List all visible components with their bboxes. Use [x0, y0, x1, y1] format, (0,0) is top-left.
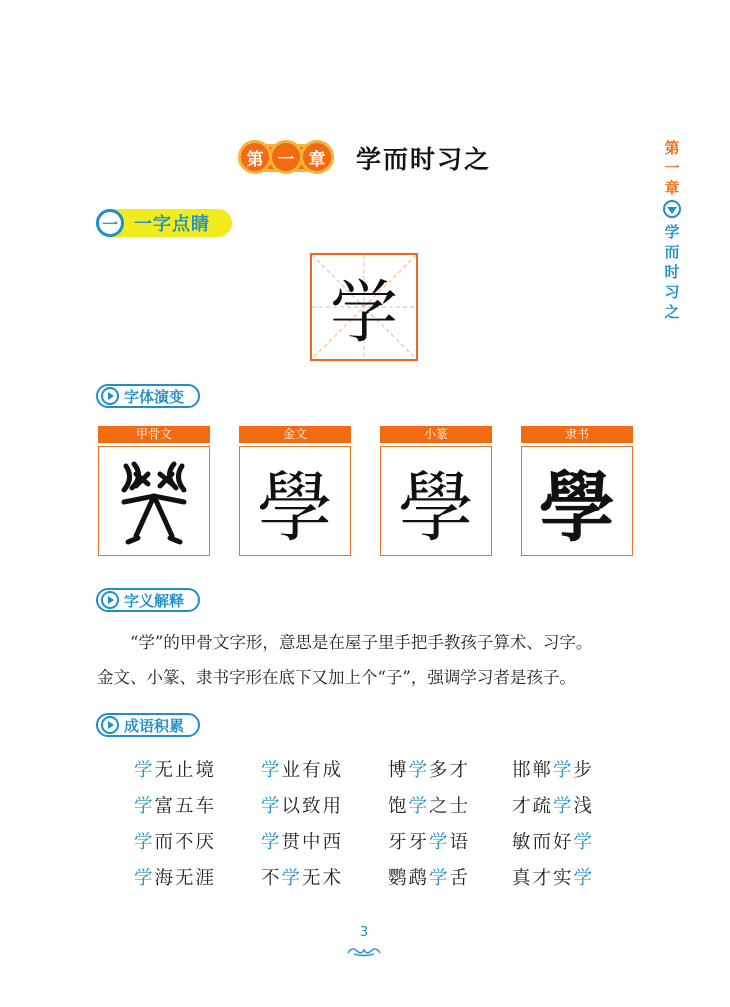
script-name: 甲骨文 — [98, 426, 210, 443]
idiom: 学海无涯 — [134, 868, 217, 889]
side-tab-title-char: 之 — [664, 303, 680, 321]
featured-character-grid — [310, 253, 418, 361]
featured-character: 学 — [329, 273, 398, 353]
section-number: 一 — [96, 209, 124, 237]
side-tab-chapter-char: 一 — [664, 159, 680, 177]
script-glyph: 學 — [521, 446, 633, 556]
side-tab-title-char: 习 — [664, 283, 680, 301]
idiom: 学富五车 — [134, 796, 217, 817]
script-glyph: 學 — [239, 446, 351, 556]
chapter-badge — [238, 140, 334, 176]
idiom: 学贯中西 — [261, 832, 344, 853]
script-glyph — [98, 446, 210, 556]
chapter-title: 学而时习之 — [356, 145, 492, 174]
idiom: 才疏学浅 — [512, 796, 595, 817]
subsection-label: 字义解释 — [124, 591, 185, 610]
meaning-line: 金文、小篆、隶书字形在底下又加上个“子”，强调学习者是孩子。 — [97, 668, 576, 687]
idiom: 博学多才 — [388, 760, 471, 781]
subsection-header-meaning — [96, 588, 200, 612]
script-card-oracle-bone — [98, 426, 210, 556]
idiom: 饱学之士 — [388, 796, 471, 817]
script-card-small-seal — [380, 426, 492, 556]
section-label: 一字点睛 — [134, 214, 210, 235]
chapter-badge-char: 一 — [269, 140, 303, 174]
script-name: 金文 — [239, 426, 351, 443]
chapter-badge-char: 章 — [300, 140, 334, 174]
script-glyph: 學 — [380, 446, 492, 556]
play-icon — [101, 591, 119, 609]
idiom: 学以致用 — [261, 796, 344, 817]
subsection-label: 字体演变 — [124, 387, 185, 406]
meaning-line: “学”的甲骨文字形，意思是在屋子里手把手教孩子算术、习字。 — [130, 633, 593, 652]
section-title-pill — [96, 209, 232, 237]
side-tab-title-char: 学 — [664, 223, 680, 241]
chapter-badge-char: 第 — [238, 140, 272, 174]
idiom: 学业有成 — [261, 760, 344, 781]
idiom: 牙牙学语 — [388, 832, 471, 853]
idiom: 敏而好学 — [512, 832, 595, 853]
side-tab-title-char: 时 — [664, 263, 680, 281]
idiom: 真才实学 — [512, 868, 595, 889]
script-name: 隶书 — [521, 426, 633, 443]
script-card-bronze — [239, 426, 351, 556]
cloud-ornament-icon — [344, 943, 384, 957]
side-tab-title-char: 而 — [664, 243, 680, 261]
idiom: 邯郸学步 — [512, 760, 595, 781]
subsection-header-script-evolution — [96, 384, 200, 408]
side-tab-chapter-char: 章 — [664, 179, 680, 197]
idiom: 学而不厌 — [134, 832, 217, 853]
down-triangle-icon — [663, 200, 681, 218]
idiom: 不学无术 — [261, 868, 344, 889]
side-chapter-tab — [661, 138, 683, 322]
chapter-header — [238, 140, 491, 176]
meaning-paragraph — [97, 625, 637, 695]
subsection-header-idioms — [96, 713, 200, 737]
subsection-label: 成语积累 — [124, 716, 185, 735]
idiom: 学无止境 — [134, 760, 217, 781]
play-icon — [101, 716, 119, 734]
script-card-clerical — [521, 426, 633, 556]
side-tab-chapter-char: 第 — [664, 139, 680, 157]
page-number: 3 — [359, 925, 369, 940]
play-icon — [101, 387, 119, 405]
script-name: 小篆 — [380, 426, 492, 443]
oracle-bone-glyph — [114, 456, 194, 546]
idiom: 鹦鹉学舌 — [388, 868, 471, 889]
